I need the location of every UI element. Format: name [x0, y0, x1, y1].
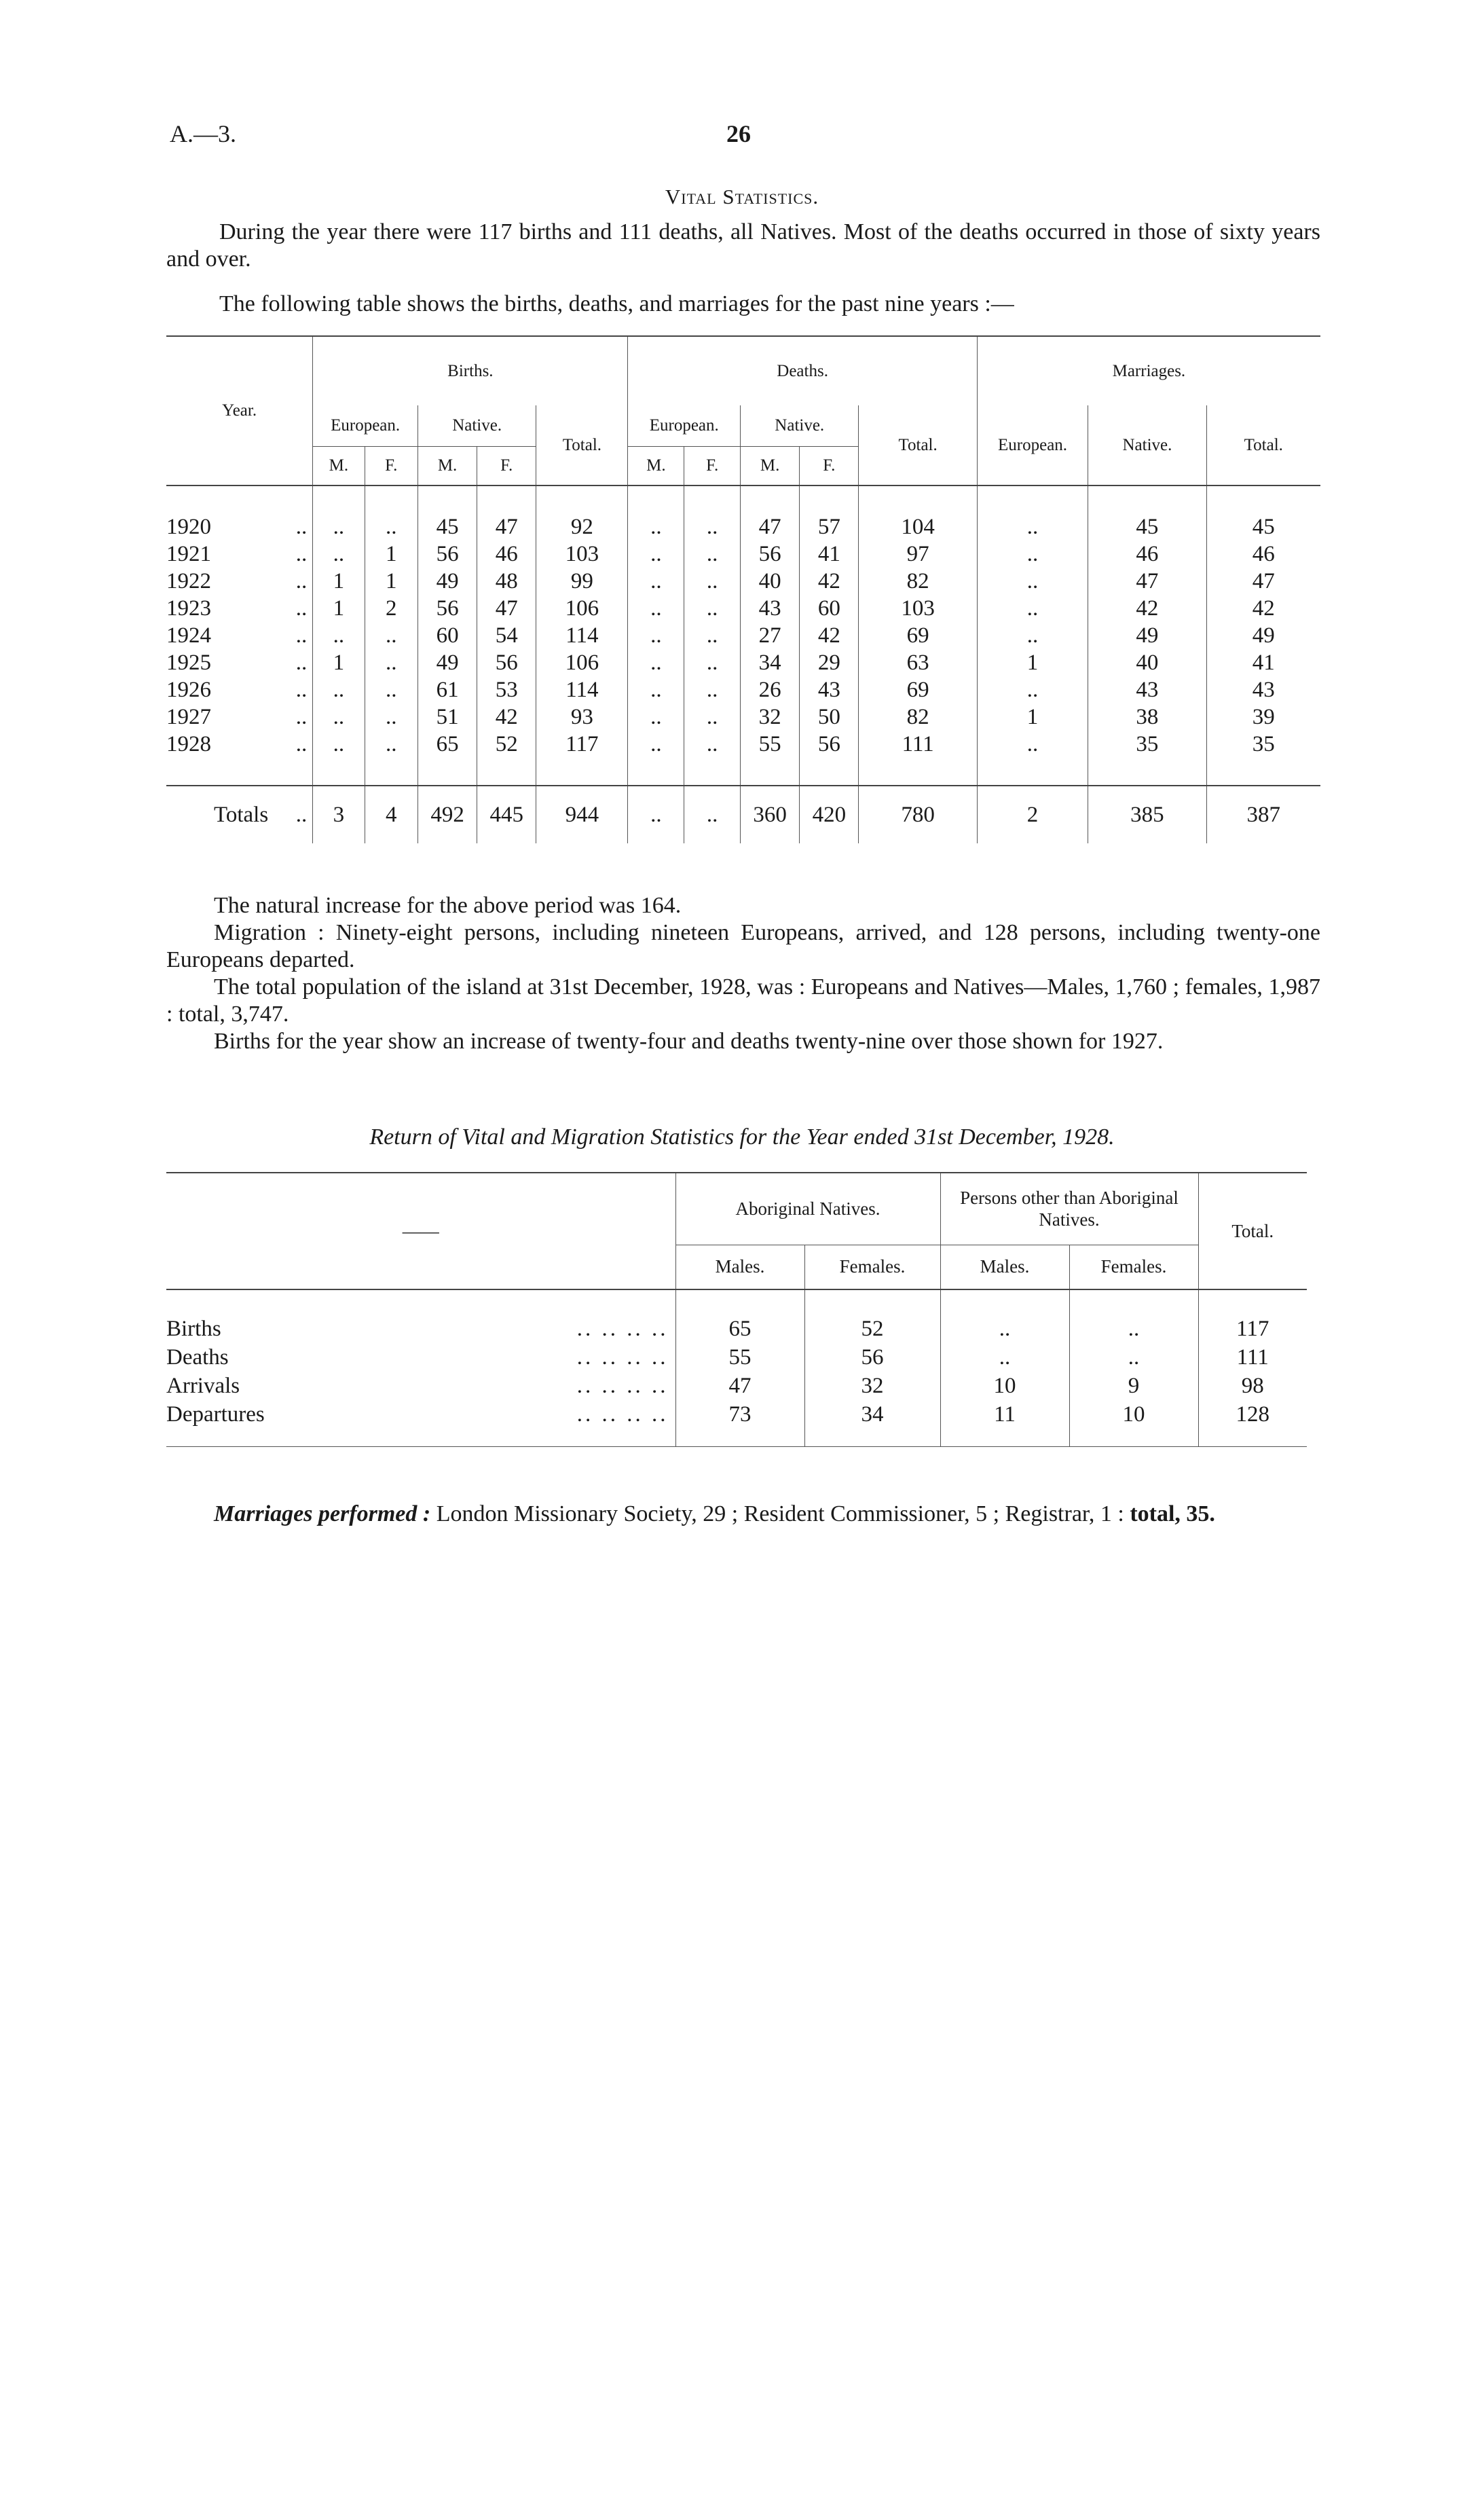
vital-table-body — [166, 485, 1320, 513]
births-native-header: Native. — [418, 405, 536, 446]
deaths-eu-f-header: F. — [684, 446, 741, 485]
cell-deaths-eu-f: .. — [684, 540, 741, 568]
blank-header: —— — [402, 1220, 439, 1241]
cell-aboriginal-females: 52 — [804, 1315, 940, 1343]
year-row — [166, 731, 1320, 758]
cell-aboriginal-males: 73 — [675, 1400, 804, 1429]
cell-deaths-na-m: 47 — [741, 513, 800, 540]
cell-births-total: 93 — [536, 703, 628, 731]
cell-births-total: 103 — [536, 540, 628, 568]
other-females-header: Females. — [1069, 1245, 1198, 1289]
year-row — [166, 622, 1320, 649]
vital-table-totals — [166, 758, 1320, 843]
cell-total: 117 — [1198, 1315, 1307, 1343]
section-title: Vital Statistics. — [665, 185, 819, 208]
year-label: 1925 — [166, 650, 211, 675]
cell-marriages-eu: .. — [977, 595, 1088, 622]
migration-row — [166, 1372, 1307, 1400]
other-males-header: Males. — [940, 1245, 1069, 1289]
cell-deaths-eu-m: .. — [628, 676, 684, 703]
cell-other-females: .. — [1069, 1315, 1198, 1343]
births-total-header: Total. — [536, 405, 628, 485]
cell-births-na-f: 48 — [477, 568, 536, 595]
cell-births-eu-m: 1 — [313, 649, 365, 676]
cell-deaths-eu-f: .. — [684, 622, 741, 649]
row-label: Departures — [166, 1401, 265, 1427]
cell-deaths-eu-f: .. — [684, 786, 741, 843]
births-european-header: European. — [313, 405, 418, 446]
cell-births-na-f: 52 — [477, 731, 536, 758]
cell-deaths-eu-m: .. — [628, 568, 684, 595]
vital-statistics-table — [166, 335, 1320, 843]
cell-deaths-na-f: 42 — [800, 622, 859, 649]
cell-births-eu-m: 1 — [313, 595, 365, 622]
cell-other-females: 10 — [1069, 1400, 1198, 1429]
total-header: Total. — [1198, 1173, 1307, 1289]
deaths-na-m-header: M. — [741, 446, 800, 485]
cell-deaths-na-f: 50 — [800, 703, 859, 731]
cell-births-na-f: 53 — [477, 676, 536, 703]
year-row — [166, 513, 1320, 540]
cell-deaths-eu-m: .. — [628, 731, 684, 758]
page-header — [170, 120, 1324, 160]
cell-deaths-na-m: 43 — [741, 595, 800, 622]
cell-deaths-na-f: 56 — [800, 731, 859, 758]
marriages-european-header: European. — [977, 405, 1088, 485]
row-leader-dots: .. .. .. .. — [576, 1401, 669, 1427]
row-leader-dots: .. .. .. .. — [576, 1316, 669, 1341]
cell-marriages-na: 45 — [1088, 513, 1206, 540]
cell-births-eu-m: .. — [313, 622, 365, 649]
cell-births-na-f: 42 — [477, 703, 536, 731]
cell-deaths-total: 97 — [859, 540, 977, 568]
cell-deaths-na-f: 43 — [800, 676, 859, 703]
population-text: The total population of the island at 31st December, 1928, was : Europeans and Natives—Males, 1,760 ; females, 1,987 : total, 3,747. — [166, 974, 1320, 1027]
row-leader-dots: .. — [295, 731, 308, 756]
cell-deaths-eu-m: .. — [628, 540, 684, 568]
cell-other-females: 9 — [1069, 1372, 1198, 1400]
cell-aboriginal-females: 34 — [804, 1400, 940, 1429]
births-eu-m-header: M. — [313, 446, 365, 485]
cell-births-na-m: 492 — [418, 786, 477, 843]
cell-aboriginal-males: 55 — [675, 1343, 804, 1372]
cell-deaths-eu-m: .. — [628, 649, 684, 676]
births-header: Births. — [313, 336, 628, 405]
marriages-header: Marriages. — [977, 336, 1320, 405]
cell-births-total: 92 — [536, 513, 628, 540]
vital-table-header — [166, 336, 1320, 485]
year-label: 1923 — [166, 595, 211, 621]
cell-deaths-eu-f: .. — [684, 731, 741, 758]
cell-marriages-total: 45 — [1206, 513, 1320, 540]
cell-births-eu-f: .. — [365, 649, 418, 676]
cell-deaths-eu-m: .. — [628, 622, 684, 649]
cell-births-total: 114 — [536, 676, 628, 703]
cell-deaths-na-m: 26 — [741, 676, 800, 703]
cell-deaths-total: 63 — [859, 649, 977, 676]
cell-births-na-m: 56 — [418, 540, 477, 568]
year-row — [166, 568, 1320, 595]
migration-row — [166, 1400, 1307, 1429]
migration-text: Migration : Ninety-eight persons, including nineteen Europeans, arrived, and 128 persons, including twenty-one Europeans departed. — [166, 920, 1320, 972]
cell-births-na-f: 54 — [477, 622, 536, 649]
cell-births-total: 106 — [536, 649, 628, 676]
row-leader-dots: .. .. .. .. — [576, 1373, 669, 1398]
cell-deaths-total: 82 — [859, 703, 977, 731]
year-label: 1924 — [166, 623, 211, 648]
cell-deaths-na-f: 57 — [800, 513, 859, 540]
cell-births-na-m: 45 — [418, 513, 477, 540]
cell-births-eu-f: 1 — [365, 568, 418, 595]
cell-deaths-total: 82 — [859, 568, 977, 595]
migration-table-body — [166, 1289, 1307, 1447]
cell-deaths-total: 69 — [859, 676, 977, 703]
cell-aboriginal-females: 56 — [804, 1343, 940, 1372]
cell-marriages-total: 387 — [1206, 786, 1320, 843]
births-na-f-header: F. — [477, 446, 536, 485]
year-label: 1928 — [166, 731, 211, 756]
marriages-total: total, 35. — [1130, 1501, 1215, 1526]
cell-births-total: 117 — [536, 731, 628, 758]
cell-total: 111 — [1198, 1343, 1307, 1372]
cell-births-eu-f: .. — [365, 703, 418, 731]
cell-marriages-total: 46 — [1206, 540, 1320, 568]
cell-other-males: .. — [940, 1315, 1069, 1343]
cell-births-eu-f: .. — [365, 513, 418, 540]
deaths-total-header: Total. — [859, 405, 977, 485]
cell-deaths-eu-f: .. — [684, 595, 741, 622]
cell-marriages-na: 49 — [1088, 622, 1206, 649]
migration-row — [166, 1315, 1307, 1343]
cell-deaths-na-f: 42 — [800, 568, 859, 595]
cell-marriages-eu: 1 — [977, 703, 1088, 731]
deaths-native-header: Native. — [741, 405, 859, 446]
cell-births-total: 99 — [536, 568, 628, 595]
notes-block — [166, 892, 1320, 1055]
cell-marriages-eu: .. — [977, 568, 1088, 595]
row-leader-dots: .. — [295, 541, 308, 566]
migration-statistics-table — [166, 1172, 1307, 1447]
cell-aboriginal-males: 47 — [675, 1372, 804, 1400]
cell-deaths-na-f: 29 — [800, 649, 859, 676]
cell-births-eu-f: 4 — [365, 786, 418, 843]
cell-deaths-eu-m: .. — [628, 786, 684, 843]
cell-deaths-total: 69 — [859, 622, 977, 649]
cell-marriages-na: 42 — [1088, 595, 1206, 622]
cell-births-na-f: 47 — [477, 595, 536, 622]
births-eu-f-header: F. — [365, 446, 418, 485]
cell-marriages-na: 38 — [1088, 703, 1206, 731]
cell-other-males: 10 — [940, 1372, 1069, 1400]
cell-births-eu-m: .. — [313, 513, 365, 540]
cell-deaths-total: 104 — [859, 513, 977, 540]
cell-births-na-m: 51 — [418, 703, 477, 731]
row-leader-dots: .. — [295, 704, 308, 729]
cell-births-na-f: 56 — [477, 649, 536, 676]
cell-deaths-na-m: 56 — [741, 540, 800, 568]
cell-deaths-na-f: 60 — [800, 595, 859, 622]
cell-deaths-eu-m: .. — [628, 595, 684, 622]
row-leader-dots: .. — [295, 595, 308, 621]
cell-deaths-eu-f: .. — [684, 703, 741, 731]
cell-marriages-eu: .. — [977, 540, 1088, 568]
cell-total: 98 — [1198, 1372, 1307, 1400]
cell-deaths-eu-f: .. — [684, 676, 741, 703]
cell-births-total: 944 — [536, 786, 628, 843]
row-leader-dots: .. — [276, 786, 313, 843]
cell-births-na-m: 60 — [418, 622, 477, 649]
deaths-header: Deaths. — [628, 336, 977, 405]
year-label: 1922 — [166, 568, 211, 593]
cell-deaths-na-m: 55 — [741, 731, 800, 758]
cell-deaths-na-m: 32 — [741, 703, 800, 731]
cell-births-na-m: 61 — [418, 676, 477, 703]
deaths-european-header: European. — [628, 405, 741, 446]
cell-births-na-m: 56 — [418, 595, 477, 622]
deaths-na-f-header: F. — [800, 446, 859, 485]
cell-births-eu-f: 1 — [365, 540, 418, 568]
cell-deaths-eu-f: .. — [684, 568, 741, 595]
cell-deaths-total: 111 — [859, 731, 977, 758]
cell-marriages-eu: .. — [977, 676, 1088, 703]
cell-births-eu-f: .. — [365, 676, 418, 703]
cell-marriages-na: 47 — [1088, 568, 1206, 595]
cell-marriages-na: 35 — [1088, 731, 1206, 758]
year-label: 1920 — [166, 514, 211, 539]
cell-marriages-eu: 2 — [977, 786, 1088, 843]
births-na-m-header: M. — [418, 446, 477, 485]
cell-births-eu-m: .. — [313, 676, 365, 703]
cell-marriages-total: 47 — [1206, 568, 1320, 595]
cell-births-eu-m: .. — [313, 540, 365, 568]
table-intro-paragraph: The following table shows the births, deaths, and marriages for the past nine years :— — [219, 291, 1014, 316]
natural-increase-note — [166, 892, 1320, 919]
aboriginal-header: Aboriginal Natives. — [675, 1173, 940, 1245]
cell-marriages-total: 42 — [1206, 595, 1320, 622]
cell-marriages-eu: .. — [977, 622, 1088, 649]
page-reference: A.—3. — [170, 120, 236, 147]
cell-births-na-m: 49 — [418, 568, 477, 595]
aboriginal-males-header: Males. — [675, 1245, 804, 1289]
births-comparison-note — [166, 1028, 1320, 1055]
cell-marriages-eu: .. — [977, 731, 1088, 758]
cell-births-eu-m: .. — [313, 731, 365, 758]
deaths-eu-m-header: M. — [628, 446, 684, 485]
year-header: Year. — [222, 401, 257, 420]
cell-births-eu-m: 3 — [313, 786, 365, 843]
cell-marriages-total: 41 — [1206, 649, 1320, 676]
cell-deaths-total: 103 — [859, 595, 977, 622]
cell-births-total: 114 — [536, 622, 628, 649]
cell-births-eu-m: 1 — [313, 568, 365, 595]
row-leader-dots: .. — [295, 623, 308, 648]
year-label: 1926 — [166, 677, 211, 702]
migration-table-header — [166, 1173, 1307, 1289]
marriages-label: Marriages performed : — [214, 1501, 431, 1526]
cell-deaths-na-m: 27 — [741, 622, 800, 649]
other-persons-header: Persons other than Aboriginal Natives. — [940, 1173, 1198, 1245]
marriages-body: London Missionary Society, 29 ; Resident Commissioner, 5 ; Registrar, 1 : — [436, 1501, 1124, 1526]
migration-row — [166, 1343, 1307, 1372]
cell-total: 128 — [1198, 1400, 1307, 1429]
cell-births-eu-f: .. — [365, 731, 418, 758]
population-note — [166, 974, 1320, 1028]
row-leader-dots: .. — [295, 514, 308, 539]
year-row — [166, 649, 1320, 676]
cell-deaths-na-m: 40 — [741, 568, 800, 595]
cell-other-males: 11 — [940, 1400, 1069, 1429]
return-title: Return of Vital and Migration Statistics for the Year ended 31st December, 1928. — [369, 1124, 1115, 1150]
year-row — [166, 703, 1320, 731]
cell-births-na-f: 445 — [477, 786, 536, 843]
cell-aboriginal-females: 32 — [804, 1372, 940, 1400]
vital-table-rows — [166, 513, 1320, 758]
cell-aboriginal-males: 65 — [675, 1315, 804, 1343]
row-leader-dots: .. .. .. .. — [576, 1344, 669, 1370]
row-leader-dots: .. — [295, 650, 308, 675]
cell-births-na-m: 65 — [418, 731, 477, 758]
year-row — [166, 595, 1320, 622]
cell-deaths-na-m: 34 — [741, 649, 800, 676]
year-row — [166, 676, 1320, 703]
cell-other-females: .. — [1069, 1343, 1198, 1372]
cell-deaths-na-f: 41 — [800, 540, 859, 568]
cell-marriages-eu: 1 — [977, 649, 1088, 676]
cell-births-na-m: 49 — [418, 649, 477, 676]
cell-births-eu-m: .. — [313, 703, 365, 731]
cell-births-na-f: 46 — [477, 540, 536, 568]
cell-marriages-total: 35 — [1206, 731, 1320, 758]
cell-deaths-total: 780 — [859, 786, 977, 843]
cell-marriages-total: 39 — [1206, 703, 1320, 731]
cell-births-total: 106 — [536, 595, 628, 622]
cell-deaths-na-m: 360 — [741, 786, 800, 843]
cell-marriages-na: 46 — [1088, 540, 1206, 568]
cell-deaths-eu-m: .. — [628, 513, 684, 540]
cell-births-na-f: 47 — [477, 513, 536, 540]
page-number: 26 — [726, 120, 751, 147]
year-row — [166, 540, 1320, 568]
cell-marriages-total: 43 — [1206, 676, 1320, 703]
cell-marriages-eu: .. — [977, 513, 1088, 540]
row-label: Births — [166, 1316, 221, 1341]
row-label: Deaths — [166, 1344, 229, 1370]
row-leader-dots: .. — [295, 568, 308, 593]
intro-paragraph: During the year there were 117 births and 111 deaths, all Natives. Most of the deaths occurred in those of sixty years and over. — [166, 219, 1320, 272]
marriages-total-header: Total. — [1206, 405, 1320, 485]
cell-marriages-total: 49 — [1206, 622, 1320, 649]
marriages-native-header: Native. — [1088, 405, 1206, 485]
cell-marriages-na: 40 — [1088, 649, 1206, 676]
births-comparison-text: Births for the year show an increase of twenty-four and deaths twenty-nine over those shown for 1927. — [214, 1029, 1164, 1054]
cell-other-males: .. — [940, 1343, 1069, 1372]
row-leader-dots: .. — [295, 677, 308, 702]
year-label: 1921 — [166, 541, 211, 566]
cell-births-eu-f: 2 — [365, 595, 418, 622]
migration-note — [166, 919, 1320, 974]
year-label: 1927 — [166, 704, 211, 729]
cell-deaths-eu-f: .. — [684, 649, 741, 676]
totals-label: Totals — [166, 786, 276, 843]
cell-marriages-na: 385 — [1088, 786, 1206, 843]
row-label: Arrivals — [166, 1373, 240, 1398]
totals-row — [166, 786, 1320, 843]
cell-births-eu-f: .. — [365, 622, 418, 649]
marriages-paragraph — [166, 1501, 1320, 1528]
natural-increase-text: The natural increase for the above period was 164. — [214, 893, 682, 918]
cell-marriages-na: 43 — [1088, 676, 1206, 703]
cell-deaths-na-f: 420 — [800, 786, 859, 843]
aboriginal-females-header: Females. — [804, 1245, 940, 1289]
cell-deaths-eu-f: .. — [684, 513, 741, 540]
cell-deaths-eu-m: .. — [628, 703, 684, 731]
